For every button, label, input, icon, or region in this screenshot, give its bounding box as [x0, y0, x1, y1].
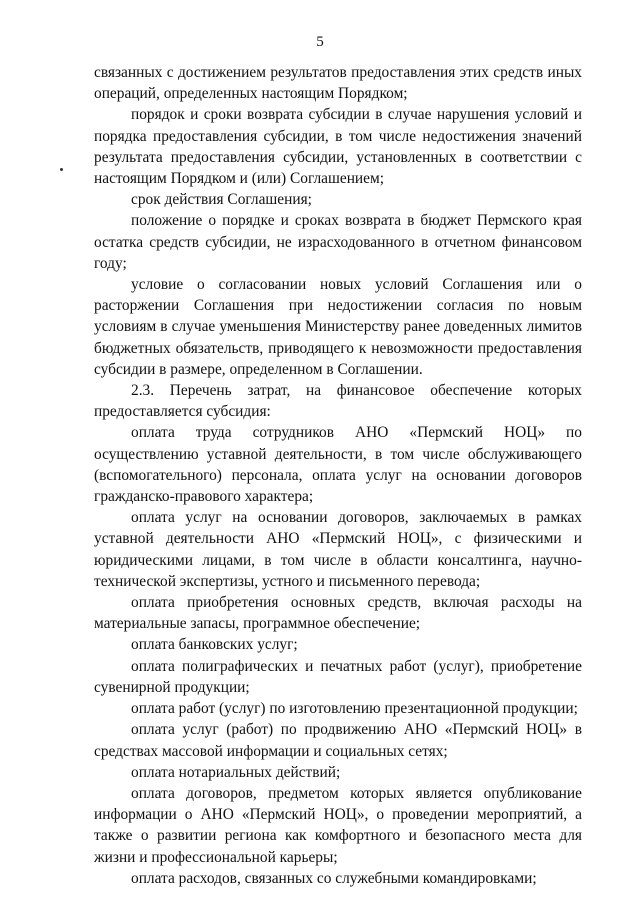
- paragraph-publication-contracts: оплата договоров, предметом которых является опубликование информации о АНО «Пермский НОЦ», о проведении мероприятий, а также о развитии региона как комфортного и безопасного места для жизни и профессиональной карьеры;: [94, 784, 582, 866]
- paragraph-new-conditions: условие о согласовании новых условий Соглашения или о расторжении Соглашения при недостижении согласия по новым условиям в случае уменьшения Министерству ранее доведенных лимитов бюджетных обязательств, приводящего к невозможности предоставления субсидии в размере, определенном в Соглашении.: [94, 276, 582, 378]
- paragraph-fixed-assets: оплата приобретения основных средств, включая расходы на материальные запасы, программное обеспечение;: [94, 594, 582, 633]
- paragraph-contract-services: оплата услуг на основании договоров, заключаемых в рамках уставной деятельности АНО «Пермский НОЦ», с физическими и юридическими лицами, в том числе в области консалтинга, научно-технической экспертизы, устного и письменного перевода;: [94, 509, 582, 590]
- paragraph-presentation-products: оплата работ (услуг) по изготовлению презентационной продукции;: [131, 700, 578, 718]
- paragraph-notary-actions: оплата нотариальных действий;: [131, 763, 341, 781]
- paragraph-agreement-term: срок действия Соглашения;: [131, 191, 312, 209]
- paragraph-section-2-3: 2.3. Перечень затрат, на финансовое обеспечение которых предоставляется субсидия:: [94, 382, 582, 421]
- paragraph-printing-works: оплата полиграфических и печатных работ (услуг), приобретение сувенирной продукции;: [94, 657, 582, 696]
- paragraph-remainder-return: положение о порядке и сроках возврата в бюджет Пермского края остатка средств субсидии, не израсходованного в отчетном финансовом году;: [94, 212, 582, 272]
- paragraph-staff-payment: оплата труда сотрудников АНО «Пермский НОЦ» по осуществлению уставной деятельности, в том числе обслуживающего (вспомогательного) персонала, оплата услуг на основании договоров гражданско-правового характера;: [94, 424, 582, 506]
- paragraph-continuation: связанных с достижением результатов предоставления этих средств иных операций, определенных настоящим Порядком;: [94, 64, 582, 103]
- page-number: 5: [316, 34, 324, 50]
- paragraph-bank-services: оплата банковских услуг;: [131, 636, 298, 654]
- paragraph-return-terms: порядок и сроки возврата субсидии в случае нарушения условий и порядка предоставления субсидии, в том числе недостижения значений результата предоставления субсидии, установленных в соответствии с настоящим Порядком и (или) Соглашением;: [94, 106, 582, 188]
- paragraph-business-trips: оплата расходов, связанных со служебными командировками;: [131, 869, 537, 887]
- paragraph-media-promotion: оплата услуг (работ) по продвижению АНО «Пермский НОЦ» в средствах массовой информации и социальных сетях;: [94, 721, 582, 760]
- document-body: [94, 62, 582, 889]
- margin-dot-mark: [60, 168, 63, 171]
